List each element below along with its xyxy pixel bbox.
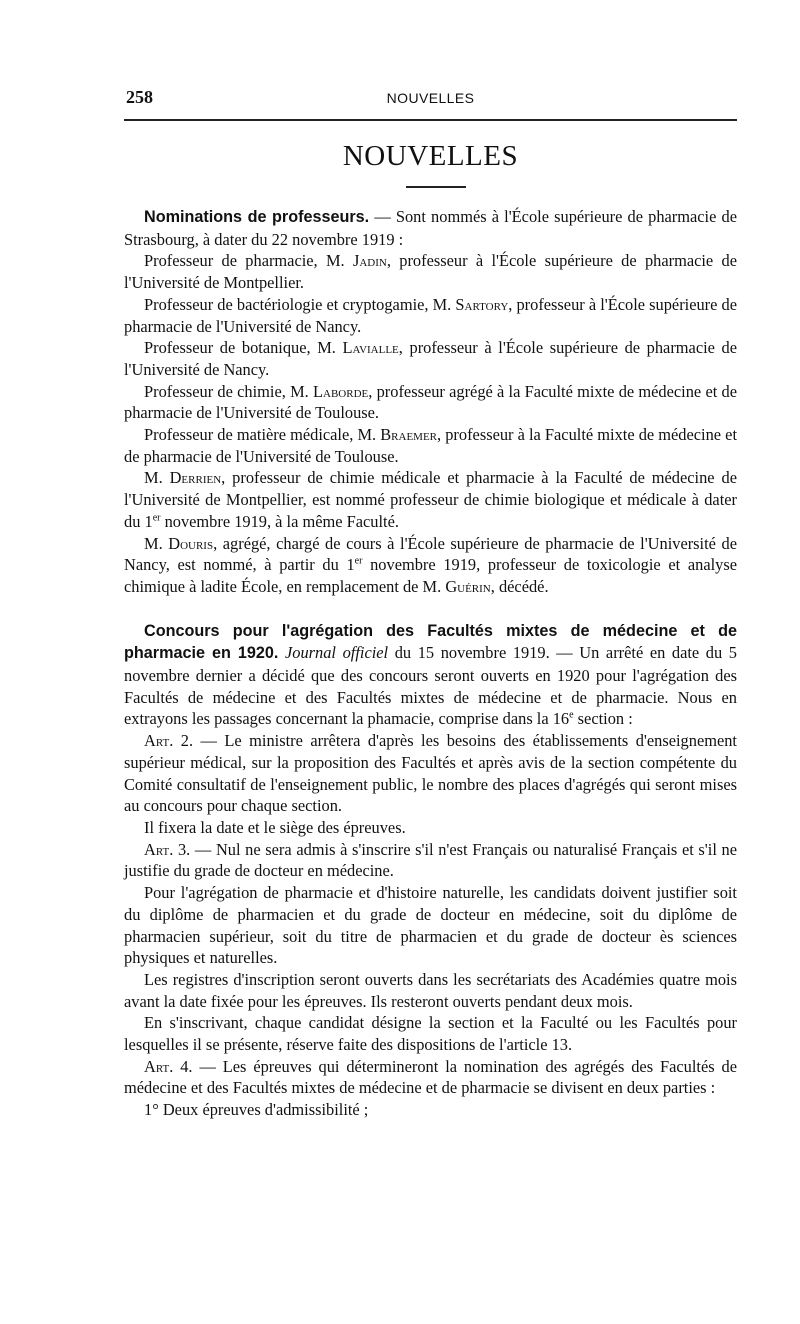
person-name: Braemer xyxy=(380,425,438,445)
article-label: Art. 3. xyxy=(144,839,191,859)
running-title: NOUVELLES xyxy=(386,90,475,106)
paragraph: En s'inscrivant, chaque candidat désigne la section et la Faculté ou les Facultés pour lesquelles il se présente, réserve faite des dispositions de l'article 13. xyxy=(124,1013,737,1055)
page-number: 258 xyxy=(126,87,153,107)
paragraph-nominations-intro: Nominations de professeurs. — Sont nommés à l'École supérieure de pharmacie de Strasbourg, à dater du 22 novembre 1919 : xyxy=(124,207,737,249)
paragraph-art3: Art. 3. — Nul ne sera admis à s'inscrire s'il n'est Français ou naturalisé Français et s'il ne justifie du grade de docteur en médecine. xyxy=(124,839,737,881)
person-name: Jadin xyxy=(352,251,387,271)
article-label: Art. 2. xyxy=(144,731,194,751)
person-name: Douris xyxy=(168,533,214,553)
running-head xyxy=(124,87,737,109)
article-label: Art. 4. xyxy=(144,1056,193,1076)
person-name: Derrien xyxy=(169,468,222,488)
person-name: Lavialle xyxy=(342,338,399,358)
person-name: Sartory xyxy=(455,294,509,314)
paragraph: Professeur de pharmacie, M. Jadin, professeur à l'École supérieure de pharmacie de l'Université de Montpellier. xyxy=(124,251,737,293)
paragraph-art2: Art. 2. — Le ministre arrêtera d'après les besoins des établissements d'enseignement supérieur médical, sur la proposition des Facultés et après avis de la section compétente du Comité consultatif de l'enseignement public, le nombre des places d'agrégés qui seront mises au concours pour chaque section. xyxy=(124,731,737,816)
concours-heading: Concours pour l'agrégation des Facultés mixtes de médecine et de pharmacie en 1920. xyxy=(124,621,737,663)
paragraph: M. Douris, agrégé, chargé de cours à l'École supérieure de pharmacie de l'Université de Nancy, est nommé, à partir du 1er novembre 1919, professeur de toxicologie et analyse chimique à ladite École, en remplacement de M. Guérin, décédé. xyxy=(124,533,737,596)
person-name: Guérin xyxy=(445,576,491,596)
section-title: NOUVELLES xyxy=(342,140,519,172)
paragraph: Il fixera la date et le siège des épreuves. xyxy=(144,817,406,837)
article-body xyxy=(124,206,737,1121)
paragraph: Professeur de chimie, M. Laborde, professeur agrégé à la Faculté mixte de médecine et de pharmacie de l'Université de Toulouse. xyxy=(124,381,737,423)
paragraph: Pour l'agrégation de pharmacie et d'histoire naturelle, les candidats doivent justifier soit du diplôme de pharmacien et du grade de docteur en médecine, soit du diplôme de pharmacien supérieur, soit du titre de pharmacien et du grade de docteur ès sciences physiques et naturelles. xyxy=(124,883,737,968)
nominations-heading: Nominations de professeurs. xyxy=(144,208,370,226)
journal-title: Journal officiel xyxy=(285,643,389,663)
paragraph: M. Derrien, professeur de chimie médicale et pharmacie à la Faculté de médecine de l'Université de Montpellier, est nommé professeur de chimie biologique et médicale à dater du 1er novembre 1919, à la même Faculté. xyxy=(124,468,737,531)
person-name: Laborde xyxy=(313,381,369,401)
title-rule xyxy=(406,186,466,188)
paragraph-concours-intro: Concours pour l'agrégation des Facultés mixtes de médecine et de pharmacie en 1920. Journal officiel du 15 novembre 1919. — Un arrêté en date du 5 novembre dernier a décidé que des concours seront ouverts en 1920 pour l'agrégation des Facultés de médecine et des Facultés mixtes de médecine et de pharmacie. Nous en extrayons les passages concernant la phamacie, comprise dans la 16e section : xyxy=(124,621,737,729)
paragraph: Les registres d'inscription seront ouverts dans les secrétariats des Académies quatre mois avant la date fixée pour les épreuves. Ils resteront ouverts pendant deux mois. xyxy=(124,969,737,1011)
paragraph: Professeur de matière médicale, M. Braemer, professeur à la Faculté mixte de médecine et de pharmacie de l'Université de Toulouse. xyxy=(124,425,737,466)
paragraph: Professeur de botanique, M. Lavialle, professeur à l'École supérieure de pharmacie de l'Université de Nancy. xyxy=(124,338,738,379)
paragraph: 1° Deux épreuves d'admissibilité ; xyxy=(144,1100,369,1120)
header-rule xyxy=(124,119,737,121)
paragraph-art4: Art. 4. — Les épreuves qui détermineront la nomination des agrégés des Facultés de médecine et des Facultés mixtes de médecine et de pharmacie se divisent en deux parties : xyxy=(124,1056,737,1098)
paragraph: Professeur de bactériologie et cryptogamie, M. Sartory, professeur à l'École supérieure de pharmacie de l'Université de Nancy. xyxy=(124,294,737,336)
